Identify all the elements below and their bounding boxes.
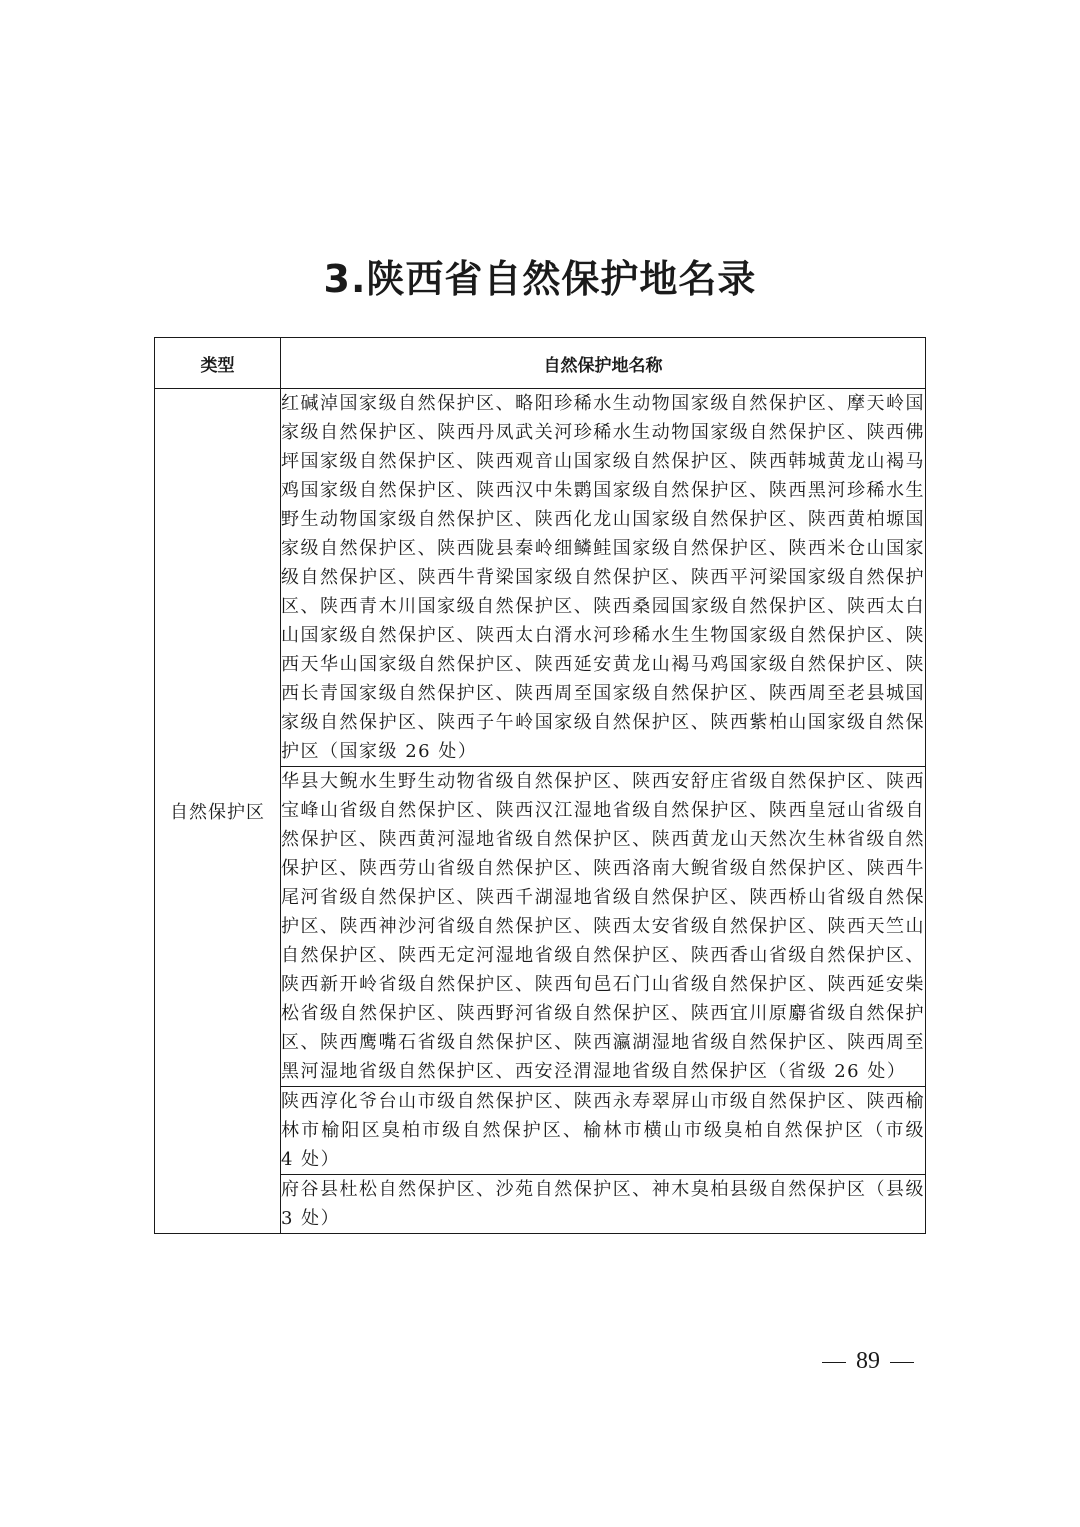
footer-dash-right — [890, 1362, 914, 1363]
column-header-type: 类型 — [155, 338, 281, 389]
table-header-row — [155, 338, 926, 389]
page-title: 3.陕西省自然保护地名录 — [323, 257, 757, 301]
protected-areas-table — [154, 337, 926, 1234]
names-cell-provincial: 华县大鲵水生野生动物省级自然保护区、陕西安舒庄省级自然保护区、陕西宝峰山省级自然保护区、陕西汉江湿地省级自然保护区、陕西皇冠山省级自然保护区、陕西黄河湿地省级自然保护区、陕西黄龙山天然次生林省级自然保护区、陕西劳山省级自然保护区、陕西洛南大鲵省级自然保护区、陕西牛尾河省级自然保护区、陕西千湖湿地省级自然保护区、陕西桥山省级自然保护区、陕西神沙河省级自然保护区、陕西太安省级自然保护区、陕西天竺山自然保护区、陕西无定河湿地省级自然保护区、陕西香山省级自然保护区、陕西新开岭省级自然保护区、陕西旬邑石门山省级自然保护区、陕西延安柴松省级自然保护区、陕西野河省级自然保护区、陕西宜川原麝省级自然保护区、陕西鹰嘴石省级自然保护区、陕西瀛湖湿地省级自然保护区、陕西周至黑河湿地省级自然保护区、西安泾渭湿地省级自然保护区（省级 26 处） — [281, 767, 926, 1087]
table-row — [155, 389, 926, 767]
column-header-names: 自然保护地名称 — [281, 338, 926, 389]
page-number: 89 — [856, 1348, 880, 1374]
category-cell: 自然保护区 — [155, 389, 281, 1234]
page-footer — [0, 1346, 924, 1376]
names-cell-county: 府谷县杜松自然保护区、沙苑自然保护区、神木臭柏县级自然保护区（县级 3 处） — [281, 1175, 926, 1234]
names-cell-municipal: 陕西淳化爷台山市级自然保护区、陕西永寿翠屏山市级自然保护区、陕西榆林市榆阳区臭柏市级自然保护区、榆林市横山市级臭柏自然保护区（市级 4 处） — [281, 1087, 926, 1175]
footer-dash-left — [822, 1362, 846, 1363]
names-cell-national: 红碱淖国家级自然保护区、略阳珍稀水生动物国家级自然保护区、摩天岭国家级自然保护区、陕西丹凤武关河珍稀水生动物国家级自然保护区、陕西佛坪国家级自然保护区、陕西观音山国家级自然保护区、陕西韩城黄龙山褐马鸡国家级自然保护区、陕西汉中朱鹮国家级自然保护区、陕西黑河珍稀水生野生动物国家级自然保护区、陕西化龙山国家级自然保护区、陕西黄柏塬国家级自然保护区、陕西陇县秦岭细鳞鲑国家级自然保护区、陕西米仓山国家级自然保护区、陕西牛背梁国家级自然保护区、陕西平河梁国家级自然保护区、陕西青木川国家级自然保护区、陕西桑园国家级自然保护区、陕西太白山国家级自然保护区、陕西太白湑水河珍稀水生生物国家级自然保护区、陕西天华山国家级自然保护区、陕西延安黄龙山褐马鸡国家级自然保护区、陕西长青国家级自然保护区、陕西周至国家级自然保护区、陕西周至老县城国家级自然保护区、陕西子午岭国家级自然保护区、陕西紫柏山国家级自然保护区（国家级 26 处） — [281, 389, 926, 767]
